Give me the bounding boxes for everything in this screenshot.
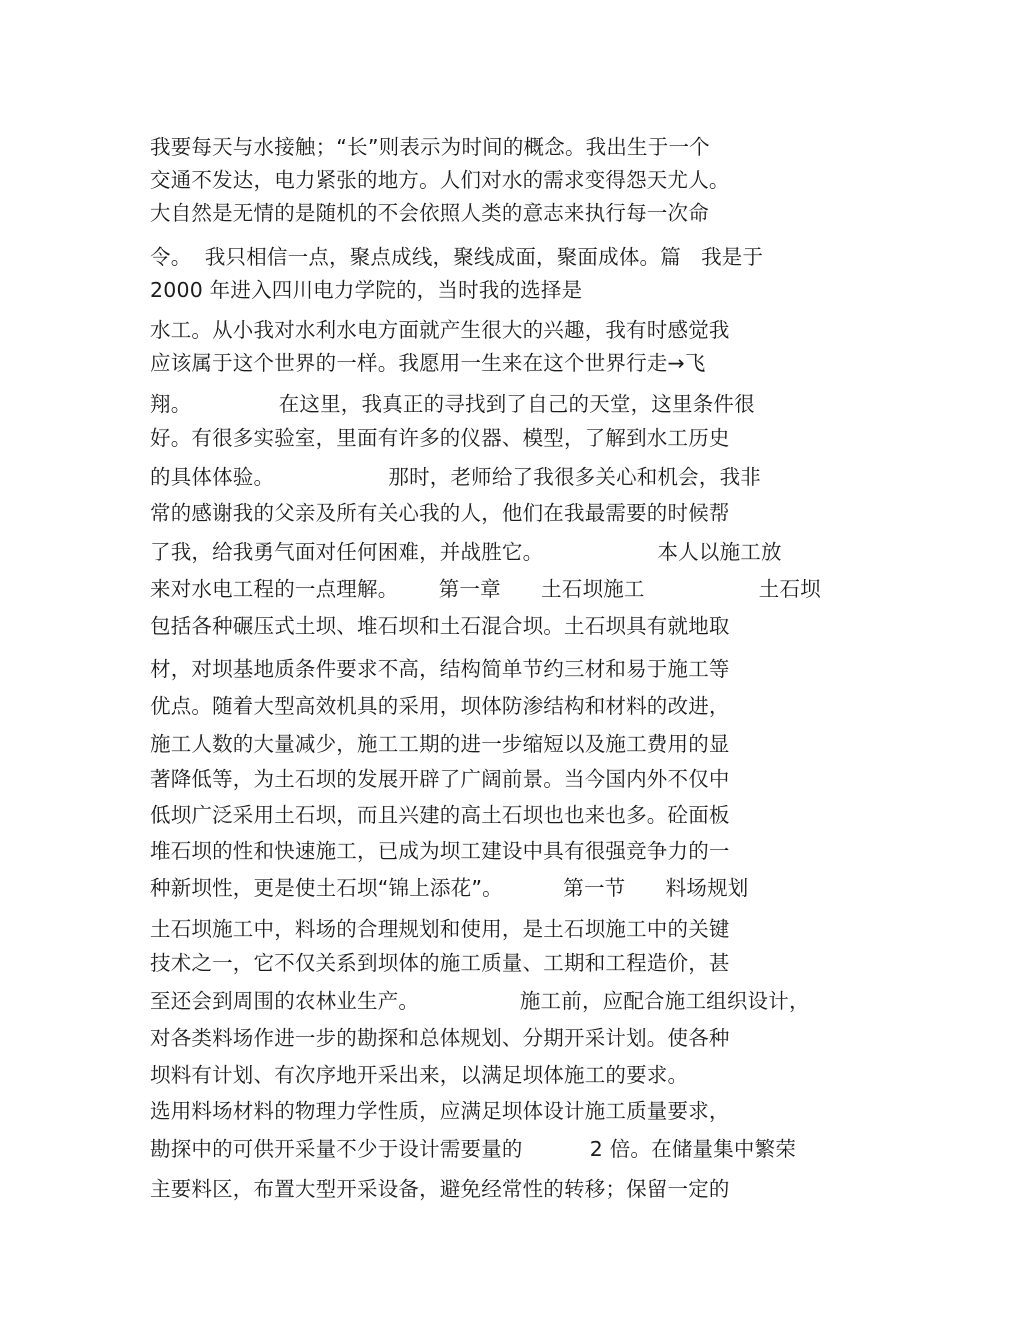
text-line-17: 施工人数的大量减少，施工工期的进一步缩短以及施工费用的显 <box>150 732 730 756</box>
text-line-26: 坝料有计划、有次序地开采出来，以满足坝体施工的要求。 <box>150 1063 689 1087</box>
text-line-3: 大自然是无情的是随机的不会依照人类的意志来执行每一次命 <box>150 201 709 225</box>
text-line-7: 应该属于这个世界的一样。我愿用一生来在这个世界行走→飞 <box>150 351 706 375</box>
text-line-4: 令。 我只相信一点，聚点成线，聚线成面，聚面成体。篇 我是于 <box>150 245 764 269</box>
text-line-28: 勘探中的可供开采量不少于设计需要量的 2 倍。在储量集中繁荣 <box>150 1137 797 1161</box>
text-line-18: 著降低等，为土石坝的发展开辟了广阔前景。当今国内外不仅中 <box>150 767 730 791</box>
text-line-27: 选用料场材料的物理力学性质，应满足坝体设计施工质量要求， <box>150 1099 730 1123</box>
text-line-2: 交通不发达，电力紧张的地方。人们对水的需求变得怨天尤人。 <box>150 168 730 192</box>
text-line-10: 的具体体验。 那时，老师给了我很多关心和机会，我非 <box>150 465 761 489</box>
text-line-8: 翔。 在这里，我真正的寻找到了自己的天堂，这里条件很 <box>150 392 755 416</box>
text-line-25: 对各类料场作进一步的勘探和总体规划、分期开采计划。使各种 <box>150 1026 730 1050</box>
text-line-5: 2000 年进入四川电力学院的，当时我的选择是 <box>150 278 583 302</box>
text-line-19: 低坝广泛采用土石坝，而且兴建的高土石坝也也来也多。砼面板 <box>150 803 730 827</box>
text-line-21: 种新坝性，更是使土石坝“锦上添花”。 第一节 料场规划 <box>150 876 749 900</box>
text-line-22: 土石坝施工中，料场的合理规划和使用，是土石坝施工中的关键 <box>150 917 730 941</box>
text-line-16: 优点。随着大型高效机具的采用，坝体防渗结构和材料的改进， <box>150 694 730 718</box>
text-line-14: 包括各种碾压式土坝、堆石坝和土石混合坝。土石坝具有就地取 <box>150 614 730 638</box>
text-line-29: 主要料区，布置大型开采设备，避免经常性的转移；保留一定的 <box>150 1177 730 1201</box>
text-line-13: 来对水电工程的一点理解。 第一章 土石坝施工 土石坝 <box>150 577 821 601</box>
text-line-24: 至还会到周围的农林业生产。 施工前，应配合施工组织设计， <box>150 989 810 1013</box>
text-line-6: 水工。从小我对水利水电方面就产生很大的兴趣，我有时感觉我 <box>150 318 730 342</box>
text-line-1: 我要每天与水接触；“长”则表示为时间的概念。我出生于一个 <box>150 135 710 159</box>
text-line-11: 常的感谢我的父亲及所有关心我的人，他们在我最需要的时候帮 <box>150 501 730 525</box>
text-line-15: 材，对坝基地质条件要求不高，结构简单节约三材和易于施工等 <box>150 657 730 681</box>
text-line-12: 了我，给我勇气面对任何困难，并战胜它。 本人以施工放 <box>150 540 782 564</box>
text-line-23: 技术之一，它不仅关系到坝体的施工质量、工期和工程造价，甚 <box>150 951 730 975</box>
text-line-20: 堆石坝的性和快速施工，已成为坝工建设中具有很强竞争力的一 <box>150 839 730 863</box>
text-line-9: 好。有很多实验室，里面有许多的仪器、模型，了解到水工历史 <box>150 426 730 450</box>
